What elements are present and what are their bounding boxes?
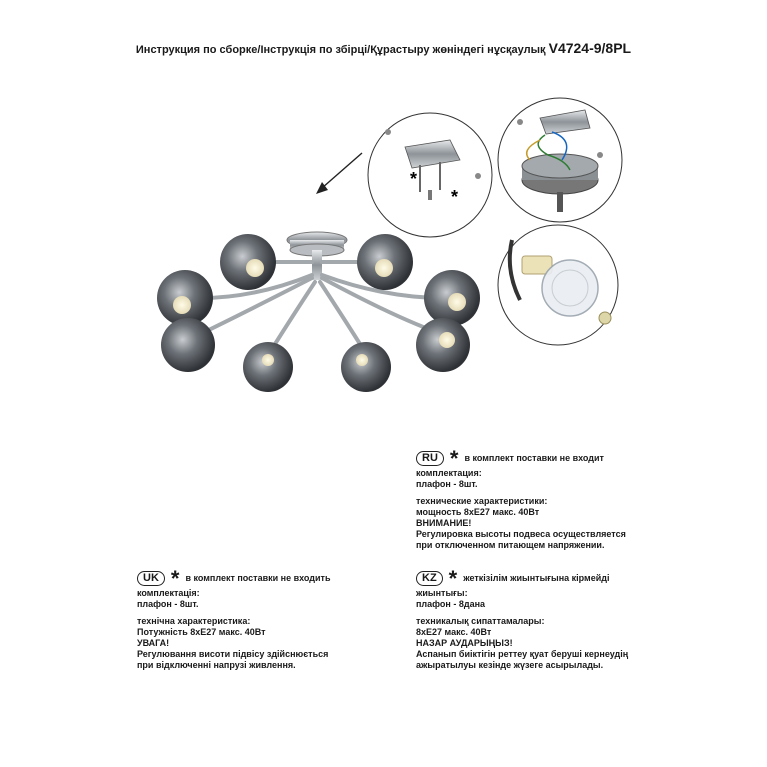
- detail-star-right: *: [451, 187, 459, 207]
- direction-arrow-icon: [316, 153, 362, 194]
- ru-spec-value: мощность 8xE27 макс. 40Вт: [416, 507, 540, 517]
- ru-note-line1: Регулировка высоты подвеса осуществляется: [416, 529, 626, 539]
- shade-8: [341, 342, 391, 392]
- model-number: V4724-9/8PL: [548, 40, 632, 56]
- chandelier-illustration: [157, 232, 480, 392]
- ru-spec-label: технические характеристики:: [416, 496, 548, 506]
- kz-section: [416, 565, 629, 671]
- uk-spec-label: технічна характеристика:: [137, 616, 251, 626]
- uk-note-line1: Регулювання висоти підвісу здійснюється: [137, 649, 329, 659]
- kz-note-line2: ажыратылуы кезінде жүзеге асырылады.: [416, 660, 604, 670]
- kz-spec-label: техникалық сипаттамалары:: [416, 616, 545, 626]
- kz-star: *: [448, 565, 458, 591]
- uk-note-line2: при відключенні напрузі живлення.: [137, 660, 296, 670]
- uk-spec-value: Потужність 8xE27 макс. 40Вт: [137, 627, 266, 637]
- kz-not-included: жеткізілім жиынтығына кірмейді: [463, 573, 610, 583]
- shade-2: [357, 234, 413, 290]
- shade-3: [157, 270, 213, 326]
- kz-spec-value: 8xE27 макс. 40Вт: [416, 627, 492, 637]
- detail-star-left: *: [410, 169, 418, 189]
- shade-detail: [498, 225, 618, 345]
- uk-section: [137, 565, 331, 671]
- kz-kit-value: плафон - 8дана: [416, 599, 486, 609]
- uk-star: *: [170, 565, 180, 591]
- ru-section: [416, 445, 626, 551]
- uk-kit-value: плафон - 8шт.: [137, 599, 199, 609]
- shade-6: [416, 318, 470, 372]
- ru-note-line2: при отключенном питающем напряжении.: [416, 540, 605, 550]
- uk-warning: УВАГА!: [137, 638, 170, 648]
- shade-1: [220, 234, 276, 290]
- ru-kit-value: плафон - 8шт.: [416, 479, 478, 489]
- shade-7: [243, 342, 293, 392]
- kz-badge: KZ: [416, 571, 443, 586]
- title-text: Инструкция по сборке/Інструкція по збірці/Құрастыру жөніндегі нұсқаулық: [135, 44, 546, 56]
- shade-4: [424, 270, 480, 326]
- mounting-bracket-detail: [368, 113, 492, 237]
- ru-not-included: в комплект поставки не входит: [464, 453, 604, 463]
- kz-warning: НАЗАР АУДАРЫҢЫЗ!: [416, 638, 513, 648]
- ru-badge: RU: [416, 451, 444, 466]
- wiring-detail: [498, 98, 622, 222]
- uk-not-included: в комплект поставки не входить: [185, 573, 331, 583]
- shade-5: [161, 318, 215, 372]
- kz-kit-label: жиынтығы:: [416, 588, 468, 598]
- uk-badge: UK: [137, 571, 165, 586]
- ru-kit-label: комплектация:: [416, 468, 482, 478]
- ru-star: *: [449, 445, 459, 471]
- kz-note-line1: Аспанып биіктігін реттеу қуат беруші кернеудің: [416, 649, 629, 659]
- ru-warning: ВНИМАНИЕ!: [416, 518, 472, 528]
- uk-kit-label: комплектація:: [137, 588, 200, 598]
